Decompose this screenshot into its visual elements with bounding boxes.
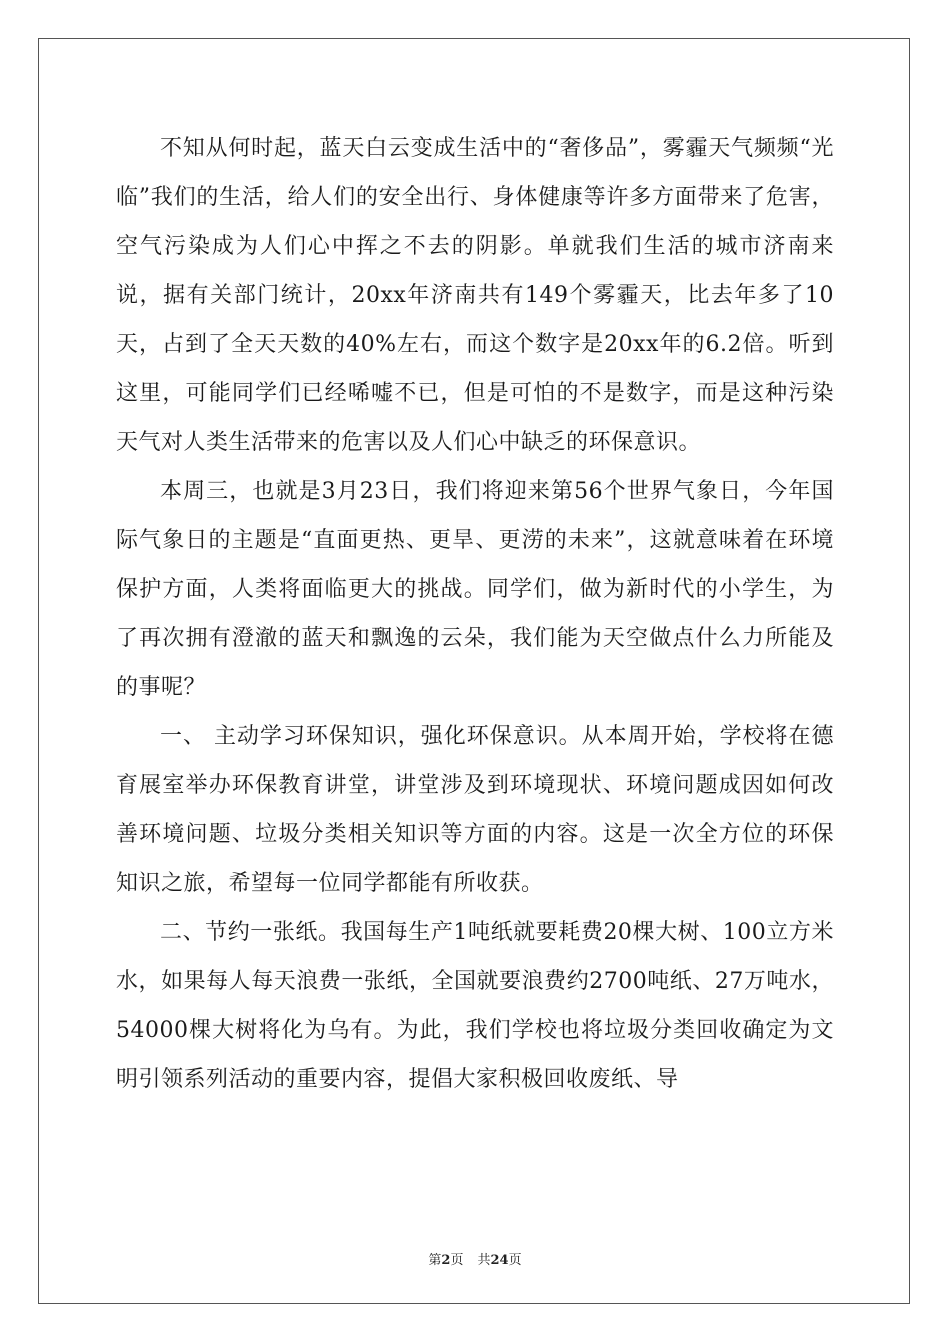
paragraph-point-one: 一、 主动学习环保知识，强化环保意识。从本周开始，学校将在德育展室举办环保教育讲堂，讲堂涉及到环境现状、环境问题成因如何改善环境问题、垃圾分类相关知识等方面的内容。这是一次全方位的环保知识之旅，希望每一位同学都能有所收获。 xyxy=(116,724,834,896)
page-footer xyxy=(0,1249,950,1268)
total-prefix: 共 xyxy=(477,1253,491,1268)
page-prefix: 第 xyxy=(428,1253,442,1268)
total-pages: 24 xyxy=(490,1253,509,1268)
paragraph-smog-intro: 不知从何时起，蓝天白云变成生活中的“奢侈品”，雾霾天气频频“光临”我们的生活，给人们的安全出行、身体健康等许多方面带来了危害，空气污染成为人们心中挥之不去的阴影。单就我们生活的城市济南来说，据有关部门统计，20xx年济南共有149个雾霾天，比去年多了10天，占到了全天天数的40%左右，而这个数字是20xx年的6.2倍。听到这里，可能同学们已经唏嘘不已，但是可怕的不是数字，而是这种污染天气对人类生活带来的危害以及人们心中缺乏的环保意识。 xyxy=(116,136,834,455)
paragraph-point-two: 二、节约一张纸。我国每生产1吨纸就要耗费20棵大树、100立方米水，如果每人每天浪费一张纸，全国就要浪费约2700吨纸、27万吨水，54000棵大树将化为乌有。为此，我们学校也将垃圾分类回收确定为文明引领系列活动的重要内容，提倡大家积极回收废纸、导 xyxy=(116,920,834,1092)
page-number: 2 xyxy=(441,1253,451,1268)
paragraph-meteorological-day: 本周三，也就是3月23日，我们将迎来第56个世界气象日，今年国际气象日的主题是“直面更热、更旱、更涝的未来”，这就意味着在环境保护方面，人类将面临更大的挑战。同学们，做为新时代的小学生，为了再次拥有澄澈的蓝天和飘逸的云朵，我们能为天空做点什么力所能及的事呢？ xyxy=(116,479,834,700)
total-suffix: 页 xyxy=(508,1253,522,1268)
document-body xyxy=(116,124,834,1104)
page-suffix: 页 xyxy=(450,1253,464,1268)
